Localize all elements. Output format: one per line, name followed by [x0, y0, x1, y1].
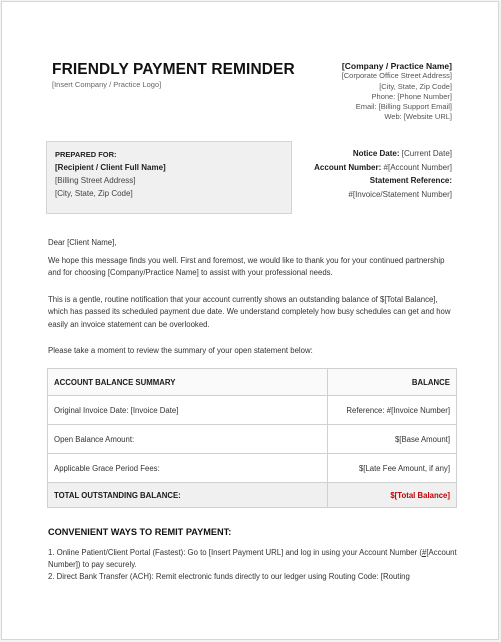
account-number-line: [252, 161, 452, 175]
remit-section-title: CONVENIENT WAYS TO REMIT PAYMENT:: [48, 527, 232, 537]
company-address: [Corporate Office Street Address]: [341, 71, 452, 81]
company-email: Email: [Billing Support Email]: [355, 102, 452, 112]
account-balance-table: [47, 368, 457, 508]
letter-paragraph-3: Please take a moment to review the summary of your open statement below:: [48, 346, 313, 355]
letter-paragraph-1: We hope this message finds you well. First and foremost, we would like to thank you for your continued partnership and for choosing [Company/Practice Name] to assist with your professional needs.: [48, 256, 445, 278]
row-label: Open Balance Amount:: [48, 425, 328, 454]
row-value: $[Late Fee Amount, if any]: [328, 454, 457, 483]
statement-reference-value: #[Invoice/Statement Number]: [348, 189, 452, 199]
total-label: TOTAL OUTSTANDING BALANCE:: [48, 483, 328, 508]
remit-item-1-end: Account Number]) to pay securely.: [48, 548, 457, 569]
table-row: [48, 454, 457, 483]
letter-paragraph-2: This is a gentle, routine notification that your account currently shows an outstanding balance of $[Total Balance], which has passed its scheduled payment due date. We understand completely how busy schedules can get and how easily an invoice statement can be overlooked.: [48, 295, 451, 329]
logo-placeholder: [Insert Company / Practice Logo]: [52, 80, 162, 89]
recipient-name: [Recipient / Client Full Name]: [55, 163, 166, 172]
table-row: [48, 425, 457, 454]
list-item: [48, 547, 460, 571]
company-website: Web: [Website URL]: [384, 112, 452, 122]
table-header-row: [48, 369, 457, 396]
table-header-summary: ACCOUNT BALANCE SUMMARY: [48, 369, 328, 396]
letter-greeting: Dear [Client Name],: [48, 238, 117, 247]
statement-reference-line: [252, 174, 452, 188]
remit-item-1-text: 1. Online Patient/Client Portal (Fastest): Go to [Insert Payment URL] and log in using your Account Number (: [48, 548, 422, 557]
row-label: Original Invoice Date: [Invoice Date]: [48, 396, 328, 425]
company-city: [City, State, Zip Code]: [379, 81, 452, 91]
total-value: $[Total Balance]: [328, 483, 457, 508]
total-row: [48, 483, 457, 508]
company-info-block: [252, 61, 452, 123]
recipient-city: [City, State, Zip Code]: [55, 189, 133, 198]
document-page: [1, 1, 499, 640]
remit-item-1-account: #[: [422, 548, 429, 557]
account-number-label: Account Number:: [314, 162, 382, 172]
company-phone: Phone: [Phone Number]: [371, 91, 452, 101]
account-number-value: #[Account Number]: [383, 162, 452, 172]
recipient-street: [Billing Street Address]: [55, 176, 136, 185]
notice-date-line: [252, 147, 452, 161]
row-value: $[Base Amount]: [328, 425, 457, 454]
remit-list: [48, 547, 460, 583]
notice-details: [252, 147, 452, 201]
statement-reference-label: Statement Reference:: [369, 176, 452, 186]
notice-date-label: Notice Date:: [352, 149, 400, 158]
prepared-for-label: PREPARED FOR:: [55, 150, 117, 159]
notice-date-value: [Current Date]: [401, 149, 452, 158]
row-label: Applicable Grace Period Fees:: [48, 454, 328, 483]
row-value: Reference: #[Invoice Number]: [328, 396, 457, 425]
table-header-balance: BALANCE: [328, 369, 457, 396]
table-row: [48, 396, 457, 425]
document-title: FRIENDLY PAYMENT REMINDER: [52, 61, 295, 78]
list-item: 2. Direct Bank Transfer (ACH): Remit electronic funds directly to our ledger using Routing Code: [Routing: [48, 572, 410, 581]
company-name: [Company / Practice Name]: [341, 61, 452, 71]
